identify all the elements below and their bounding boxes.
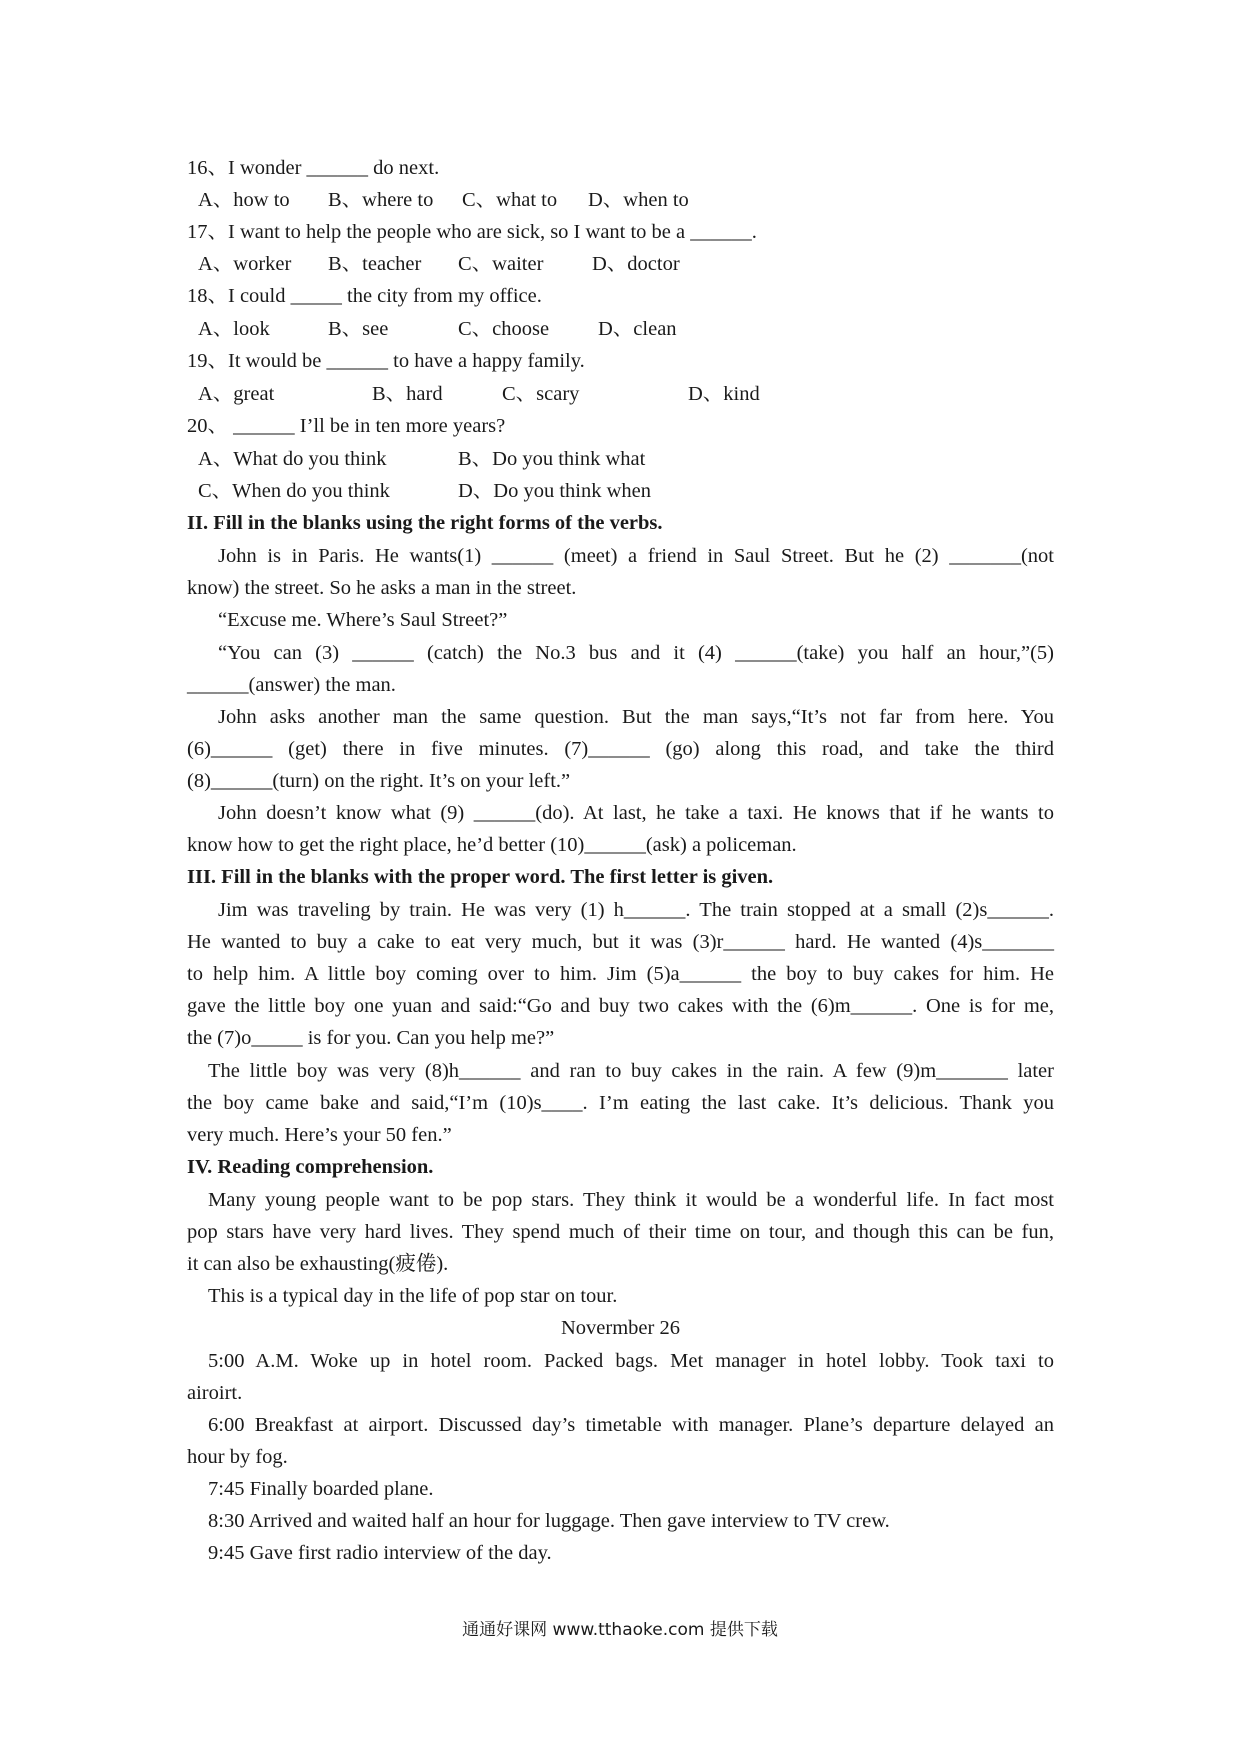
- q19-option-d: D、kind: [688, 383, 760, 405]
- section-4-line: This is a typical day in the life of pop star on tour.: [208, 1285, 618, 1307]
- section-4-line: 6:00 Breakfast at airport. Discussed day’s timetable with manager. Plane’s departure delayed an: [208, 1414, 1054, 1436]
- q19-option-c: C、scary: [502, 383, 580, 405]
- section-4-line: 9:45 Gave first radio interview of the day.: [208, 1542, 552, 1564]
- question-18-stem: 18、I could _____ the city from my office.: [187, 285, 542, 307]
- question-20-stem: 20、 ______ I’ll be in ten more years?: [187, 415, 506, 437]
- section-3-line: the boy came bake and said,“I’m (10)s____. I’m eating the last cake. It’s delicious. Thank you: [187, 1092, 1054, 1114]
- q16-option-c: C、what to: [462, 189, 558, 211]
- q16-option-a: A、how to: [198, 189, 290, 211]
- q18-option-a: A、look: [198, 318, 270, 340]
- q19-option-b: B、hard: [372, 383, 443, 405]
- q20-option-c: C、When do you think: [198, 480, 390, 502]
- question-16-stem: 16、I wonder ______ do next.: [187, 157, 440, 179]
- q16-option-b: B、where to: [328, 189, 434, 211]
- section-2-line: know how to get the right place, he’d better (10)______(ask) a policeman.: [187, 834, 797, 856]
- section-2-line: John is in Paris. He wants(1) ______ (meet) a friend in Saul Street. But he (2) _______(not: [218, 545, 1054, 567]
- section-4-heading: IV. Reading comprehension.: [187, 1156, 434, 1178]
- section-4-line: airoirt.: [187, 1382, 243, 1404]
- section-2-heading: II. Fill in the blanks using the right forms of the verbs.: [187, 512, 663, 534]
- q18-option-c: C、choose: [458, 318, 550, 340]
- section-3-line: to help him. A little boy coming over to him. Jim (5)a______ the boy to buy cakes for him. He: [187, 963, 1054, 985]
- section-4-line: hour by fog.: [187, 1446, 288, 1468]
- q17-option-c: C、waiter: [458, 253, 544, 275]
- section-4-line: pop stars have very hard lives. They spend much of their time on tour, and though this can be fun,: [187, 1221, 1054, 1243]
- page-footer: 通通好课网 www.tthaoke.com 提供下载: [462, 1620, 778, 1640]
- q16-option-d: D、when to: [588, 189, 689, 211]
- section-4-line: 5:00 A.M. Woke up in hotel room. Packed bags. Met manager in hotel lobby. Took taxi to: [208, 1350, 1054, 1372]
- section-4-line: 8:30 Arrived and waited half an hour for luggage. Then gave interview to TV crew.: [208, 1510, 890, 1532]
- section-3-line: The little boy was very (8)h______ and ran to buy cakes in the rain. A few (9)m_______ later: [208, 1060, 1054, 1082]
- q19-option-a: A、great: [198, 383, 275, 405]
- q17-option-d: D、doctor: [592, 253, 680, 275]
- q17-option-b: B、teacher: [328, 253, 422, 275]
- question-19-stem: 19、It would be ______ to have a happy family.: [187, 350, 585, 372]
- q20-option-a: A、What do you think: [198, 448, 387, 470]
- section-2-line: (8)______(turn) on the right. It’s on your left.”: [187, 770, 571, 792]
- section-2-line: “Excuse me. Where’s Saul Street?”: [218, 609, 508, 631]
- section-2-line: (6)______ (get) there in five minutes. (7)______ (go) along this road, and take the third: [187, 738, 1054, 760]
- q18-option-b: B、see: [328, 318, 389, 340]
- section-3-line: He wanted to buy a cake to eat very much, but it was (3)r______ hard. He wanted (4)s_______: [187, 931, 1054, 953]
- section-3-line: Jim was traveling by train. He was very (1) h______. The train stopped at a small (2)s______.: [218, 899, 1054, 921]
- section-2-line: John asks another man the same question. But the man says,“It’s not far from here. You: [218, 706, 1054, 728]
- section-3-heading: III. Fill in the blanks with the proper word. The first letter is given.: [187, 866, 774, 888]
- question-17-stem: 17、I want to help the people who are sick, so I want to be a ______.: [187, 221, 757, 243]
- section-2-line: “You can (3) ______ (catch) the No.3 bus and it (4) ______(take) you half an hour,”(5): [218, 642, 1054, 664]
- section-3-line: the (7)o_____ is for you. Can you help me?”: [187, 1027, 555, 1049]
- section-3-line: gave the little boy one yuan and said:“Go and buy two cakes with the (6)m______. One is for me,: [187, 995, 1054, 1017]
- q20-option-b: B、Do you think what: [458, 448, 646, 470]
- section-4-line: 7:45 Finally boarded plane.: [208, 1478, 434, 1500]
- section-3-line: very much. Here’s your 50 fen.”: [187, 1124, 452, 1146]
- section-2-line: ______(answer) the man.: [187, 674, 396, 696]
- diary-date: Novermber 26: [561, 1317, 680, 1339]
- q18-option-d: D、clean: [598, 318, 677, 340]
- section-2-line: John doesn’t know what (9) ______(do). At last, he take a taxi. He knows that if he wants to: [218, 802, 1054, 824]
- q20-option-d: D、Do you think when: [458, 480, 652, 502]
- section-4-line: it can also be exhausting(疲倦).: [187, 1253, 449, 1275]
- section-2-line: know) the street. So he asks a man in the street.: [187, 577, 577, 599]
- section-4-line: Many young people want to be pop stars. They think it would be a wonderful life. In fact most: [208, 1189, 1054, 1211]
- q17-option-a: A、worker: [198, 253, 292, 275]
